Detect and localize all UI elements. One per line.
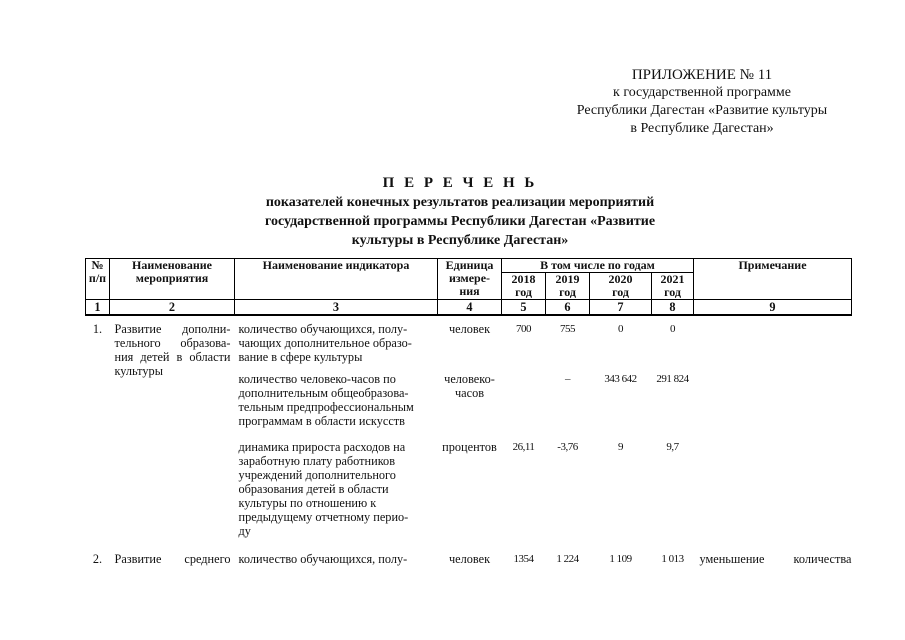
- value-2018: 1354: [513, 553, 534, 565]
- header-note: Примечание: [694, 259, 852, 300]
- col-number: 8: [652, 300, 694, 316]
- unit: процентов: [442, 440, 497, 454]
- value-2020: 343 642: [604, 373, 637, 385]
- title-line: государственной программы Республики Дагестан «Развитие: [264, 214, 656, 229]
- header-num: № п/п: [86, 259, 110, 300]
- appendix-block: [552, 66, 852, 138]
- value-2020: 0: [618, 323, 623, 335]
- title-line: культуры в Республике Дагестан»: [351, 233, 569, 248]
- col-number: 4: [438, 300, 502, 316]
- title-heading: П Е Р Е Ч Е Н Ь: [382, 175, 538, 191]
- value-2021: 291 824: [656, 373, 689, 385]
- column-numbers-row: [86, 300, 852, 316]
- indicator-name: динамика прироста расходов на заработную плату работников учреждений дополнительного образования детей в области культуры по отношению к предыдущему отчетному перио- ду: [238, 440, 409, 538]
- table-row: [86, 315, 852, 366]
- col-number: 6: [546, 300, 590, 316]
- value-2018: [502, 366, 546, 434]
- unit: человек: [448, 552, 491, 566]
- header-unit: Единица измере- ния: [438, 259, 502, 300]
- header-year-2020: 2020 год: [590, 273, 652, 300]
- table-row: [86, 546, 852, 566]
- col-number: 9: [694, 300, 852, 316]
- title-line: показателей конечных результатов реализации мероприятий: [265, 195, 655, 210]
- note: [694, 434, 852, 546]
- value-2019: 755: [560, 323, 575, 335]
- value-2019: -3,76: [557, 441, 578, 453]
- note: [694, 366, 852, 434]
- appendix-title: ПРИЛОЖЕНИЕ № 11: [631, 67, 773, 83]
- value-2021: 0: [670, 323, 675, 335]
- row-number: 1.: [92, 322, 103, 336]
- header-event: Наименование мероприятия: [110, 259, 235, 300]
- indicator-name: количество человеко-часов по дополнительным общеобразова- тельным предпрофессиональным программам в области искусств: [238, 372, 414, 428]
- event-name: Развитие дополни- тельного образова- ния детей в области культуры: [114, 322, 231, 378]
- col-number: 1: [86, 300, 110, 316]
- appendix-line: к государственной программе: [613, 85, 791, 100]
- value-2018: 700: [516, 323, 531, 335]
- row-number: 2.: [92, 552, 103, 566]
- col-number: 2: [110, 300, 235, 316]
- note: уменьшение количества: [699, 552, 852, 566]
- value-2019: 1 224: [556, 553, 579, 565]
- document-title: [180, 174, 740, 250]
- header-years-group: В том числе по годам: [502, 259, 694, 273]
- appendix-line: Республики Дагестан «Развитие культуры: [576, 103, 828, 118]
- value-2018: 26,11: [512, 441, 535, 453]
- indicators-table: [85, 258, 852, 566]
- header-indicator: Наименование индикатора: [235, 259, 438, 300]
- indicator-name: количество обучающихся, полу-: [238, 552, 408, 566]
- value-2021: 1 013: [661, 553, 684, 565]
- unit: человеко- часов: [444, 372, 495, 400]
- value-2020: 1 109: [609, 553, 632, 565]
- value-2020: 9: [618, 441, 623, 453]
- note: [694, 315, 852, 366]
- col-number: 5: [502, 300, 546, 316]
- header-year-2018: 2018 год: [502, 273, 546, 300]
- event-name: Развитие среднего: [114, 552, 231, 566]
- col-number: 7: [590, 300, 652, 316]
- indicator-name: количество обучающихся, полу- чающих дополнительное образо- вание в сфере культуры: [238, 322, 412, 364]
- appendix-line: в Республике Дагестан»: [630, 121, 774, 136]
- value-2021: 9,7: [666, 441, 679, 453]
- col-number: 3: [235, 300, 438, 316]
- header-year-2021: 2021 год: [652, 273, 694, 300]
- header-year-2019: 2019 год: [546, 273, 590, 300]
- value-2019: –: [565, 373, 570, 385]
- unit: человек: [448, 322, 491, 336]
